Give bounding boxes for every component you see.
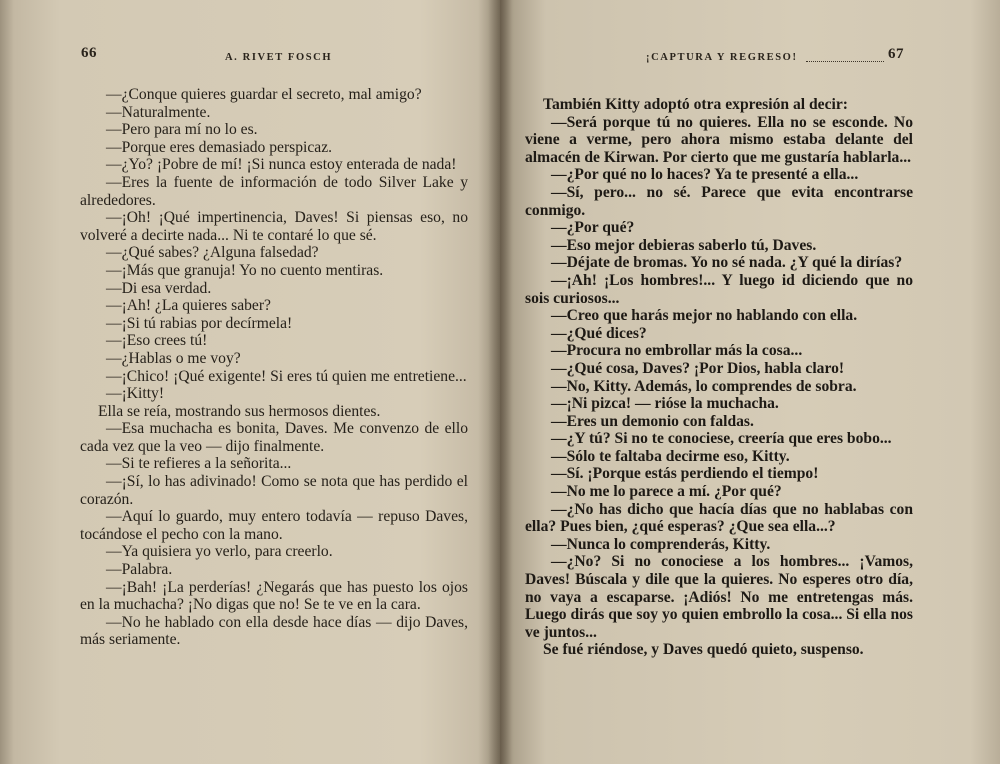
paragraph: —Sólo te faltaba decirme eso, Kitty. (551, 447, 790, 465)
paragraph: —Creo que harás mejor no hablando con ella. (551, 307, 858, 325)
paragraph: —Pero para mí no lo es. (106, 121, 258, 139)
header-rule (806, 61, 884, 62)
paragraph: —Di esa verdad. (106, 279, 212, 297)
paragraph: —¿Por qué? (551, 219, 635, 237)
left-page-body (80, 86, 468, 649)
paragraph: —¡Sí, lo has adivinado! Como se nota que has perdido el corazón. (80, 473, 468, 508)
paragraph: —Si te refieres a la señorita... (106, 455, 292, 473)
book-gutter (488, 0, 512, 764)
paragraph: Se fué riéndose, y Daves quedó quieto, suspenso. (543, 641, 864, 659)
right-page-number: 67 (888, 46, 904, 62)
paragraph: —Eres un demonio con faldas. (551, 412, 754, 430)
paragraph: —¿Por qué no lo haces? Ya te presenté a ella... (551, 166, 859, 184)
paragraph: —¡Eso crees tú! (106, 332, 208, 350)
paragraph: También Kitty adoptó otra expresión al decir: (543, 96, 848, 113)
paragraph: —¡Ah! ¡Los hombres!... Y luego id diciendo que no sois curiosos... (525, 271, 913, 307)
paragraph: —¿Qué cosa, Daves? ¡Por Dios, habla claro! (551, 359, 845, 377)
paragraph: —Ya quisiera yo verlo, para creerlo. (106, 543, 333, 561)
left-page-number: 66 (81, 45, 97, 61)
paragraph: —Aquí lo guardo, muy entero todavía — repuso Daves, tocándose el pecho con la mano. (80, 508, 468, 543)
right-page-body (525, 96, 913, 659)
paragraph: —Sí. ¡Porque estás perdiendo el tiempo! (551, 465, 819, 483)
paragraph: —¿Yo? ¡Pobre de mí! ¡Si nunca estoy enterada de nada! (106, 156, 457, 174)
paragraph: —No, Kitty. Además, lo comprendes de sobra. (551, 377, 857, 395)
paragraph: —¿Qué dices? (551, 324, 647, 342)
paragraph: —¿Y tú? Si no te conociese, creería que eres bobo... (551, 430, 892, 448)
paragraph: —¿Conque quieres guardar el secreto, mal amigo? (106, 86, 422, 103)
paragraph: —Será porque tú no quieres. Ella no se esconde. No viene a verme, pero ahora mismo estaba delante del almacén de Kirwan. Por cierto que me gustaría hablarla... (525, 113, 913, 166)
left-page-header (0, 40, 500, 66)
right-running-head: ¡CAPTURA Y REGRESO! (646, 52, 798, 63)
paragraph: —Porque eres demasiado perspicaz. (106, 138, 333, 156)
paragraph: —¿No? Si no conociese a los hombres... ¡Vamos, Daves! Búscala y dile que la quieres. No esperes otro día, no vaya a escaparse. ¡Adiós! No me entretengas más. Luego dirás que soy yo quien embrollo la cosa... Si ella nos ve juntos... (525, 553, 913, 641)
paragraph: —No he hablado con ella desde hace días — dijo Daves, más seriamente. (80, 613, 468, 649)
paragraph: —Sí, pero... no sé. Parece que evita encontrarse conmigo. (525, 183, 913, 219)
paragraph: Ella se reía, mostrando sus hermosos dientes. (98, 402, 381, 420)
left-running-head: A. RIVET FOSCH (225, 52, 333, 63)
paragraph: —¡Más que granuja! Yo no cuento mentiras. (106, 261, 384, 279)
right-page (500, 0, 1000, 764)
paragraph: —¡Ah! ¿La quieres saber? (106, 297, 271, 315)
paragraph: —¿Qué sabes? ¿Alguna falsedad? (106, 244, 319, 262)
paragraph: —Esa muchacha es bonita, Daves. Me convenzo de ello cada vez que la veo — dijo finalmente. (80, 420, 468, 455)
paragraph: —Naturalmente. (106, 103, 211, 121)
paragraph: —¡Ni pizca! — rióse la muchacha. (551, 395, 779, 413)
paragraph: —¡Chico! ¡Qué exigente! Si eres tú quien me entretiene... (106, 367, 467, 385)
paragraph: —Eres la fuente de información de todo Silver Lake y alrededores. (80, 173, 468, 209)
paragraph: —¡Si tú rabias por decírmela! (106, 314, 293, 332)
paragraph: —¡Kitty! (106, 385, 165, 403)
paragraph: —Déjate de bromas. Yo no sé nada. ¿Y qué la dirías? (551, 254, 903, 272)
right-page-header (500, 40, 1000, 66)
paragraph: —Nunca lo comprenderás, Kitty. (551, 535, 771, 553)
paragraph: —Eso mejor debieras saberlo tú, Daves. (551, 236, 817, 254)
paragraph: —¿Hablas o me voy? (106, 349, 241, 367)
paragraph: —Palabra. (106, 561, 173, 579)
paragraph: —¿No has dicho que hacía días que no hablabas con ella? Pues bien, ¿qué esperas? ¿Que sea ella...? (525, 500, 913, 536)
paragraph: —No me lo parece a mí. ¿Por qué? (551, 483, 782, 501)
paragraph: —¡Oh! ¡Qué impertinencia, Daves! Si piensas eso, no volveré a decirte nada... Ni te contaré lo que sé. (80, 209, 468, 244)
paragraph: —¡Bah! ¡La perderías! ¿Negarás que has puesto los ojos en la muchacha? ¡No digas que no! Se te ve en la cara. (80, 578, 468, 614)
paragraph: —Procura no embrollar más la cosa... (551, 342, 803, 360)
